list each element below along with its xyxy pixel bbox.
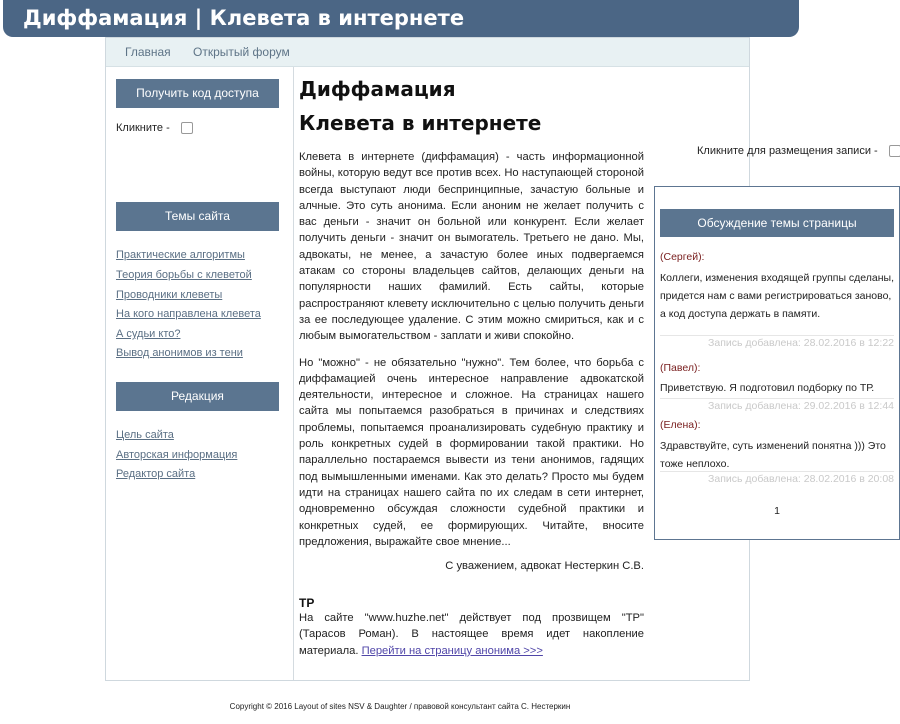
get-access-code-button[interactable]: Получить код доступа [116,79,279,108]
sidebar-link-conductors[interactable]: Проводники клеветы [116,289,223,301]
site-title: Диффамация | Клевета в интернете [23,6,465,30]
comment-text: Здравствуйте, суть изменений понятна ))) Это тоже неплохо. [660,440,886,470]
sidebar-click-label: Кликните - [116,122,170,134]
nav-home-link[interactable]: Главная [125,45,171,59]
pagination-page-1[interactable]: 1 [774,505,780,517]
nav-forum-link[interactable]: Открытый форум [193,45,290,59]
discussion-panel [654,186,900,540]
signature: С уважением, адвокат Нестеркин С.В. [445,560,644,573]
comment-text: Приветствую. Я подготовил подборку по ТР. [660,382,875,394]
post-entry-checkbox[interactable] [889,145,900,157]
sidebar-link-author-info[interactable]: Авторская информация [116,449,238,461]
main-content [299,75,644,659]
comment-author: (Сергей): [660,251,705,263]
second-paragraph: Но "можно" - не обязательно "нужно". Тем более, что борьба с диффамацией очень интересное направление адвокатской деятельности, интересное и сложное. На страницах нашего сайта мы попытаемся разобраться в причинах и следствиях проблемы, попытаемся проанализировать судебную практику и роль конкретных судей в формировании такой практики. Но параллельно постараемся вывести из тени анонимов, гадящих под вымышленными именами. Как это делать? Просто мы будем идти на страницах нашего сайта по их следам в сети интернет, одновременно обсуждая сложности судебной практики и конкретных судей, ее формирующих. Читайте, вносите предложения, выражайте свое мнение... [299,356,644,548]
themes-header: Темы сайта [116,202,279,231]
footer-copyright: Copyright © 2016 Layout of sites NSV & Daughter / правовой консультант сайта С. Нестеркин [229,702,571,711]
comment-author: (Павел): [660,362,701,374]
discussion-header: Обсуждение темы страницы [660,209,894,237]
sidebar-checkbox[interactable] [181,122,193,134]
tp-text: На сайте "www.huzhe.net" действует под прозвищем "ТР" (Тарасов Роман). В настоящее время идет накопление материала. [299,612,644,657]
post-entry-row [697,145,900,157]
sidebar-link-anonymous[interactable]: Вывод анонимов из тени [116,347,243,359]
comment-author: (Елена): [660,419,701,431]
comment-text: Коллеги, изменения входящей группы сделаны, придется нам с вами регистрироваться заново, а код доступа держать в памяти. [660,272,894,320]
sidebar-link-theory[interactable]: Теория борьбы с клеветой [116,269,252,281]
sidebar-link-goal[interactable]: Цель сайта [116,429,174,441]
site-banner [3,0,799,37]
tp-heading: ТР [299,596,315,611]
sidebar-link-target[interactable]: На кого направлена клевета [116,308,261,320]
post-entry-label: Кликните для размещения записи - [697,145,878,157]
page-title: Диффамация [299,77,456,101]
intro-paragraph: Клевета в интернете (диффамация) - часть информационной войны, которую ведут все против всех. Но наступающей стороной всегда выступают люди беспринципные, зачастую больные и алчные. Это суть анонима. Если аноним не желает получить с вас деньги - значит он больной или конкурент. Если желает получить деньги - значит он вымогатель. Третьего не дано. Мы, адвокаты, не менее, а зачастую более иных подвергаемся атакам со стороны владельцев сайтов, делающих деньги на популярности наших фамилий. Есть сайты, которые распространяют клевету исключительно с целью получить деньги за ее последующее удаление. С этим можно смириться, как и с любым вымогательством - заплати и живи спокойно. [299,151,644,343]
sidebar-link-editor[interactable]: Редактор сайта [116,468,196,480]
sidebar-link-judges[interactable]: А судьи кто? [116,328,181,340]
top-nav [106,38,749,67]
tp-paragraph [299,610,644,659]
comment-date: Запись добавлена: 29.02.2016 в 12:44 [660,398,894,412]
editorial-header: Редакция [116,382,279,411]
sidebar-click-row [116,122,193,134]
sidebar-link-algorithms[interactable]: Практические алгоритмы [116,249,245,261]
page-subtitle: Клевета в интернете [299,111,542,135]
comment-date: Запись добавлена: 28.02.2016 в 12:22 [660,335,894,349]
sidebar [106,67,294,680]
anonymous-page-link[interactable]: Перейти на страницу анонима >>> [361,644,543,657]
comment-date: Запись добавлена: 28.02.2016 в 20:08 [660,471,894,485]
